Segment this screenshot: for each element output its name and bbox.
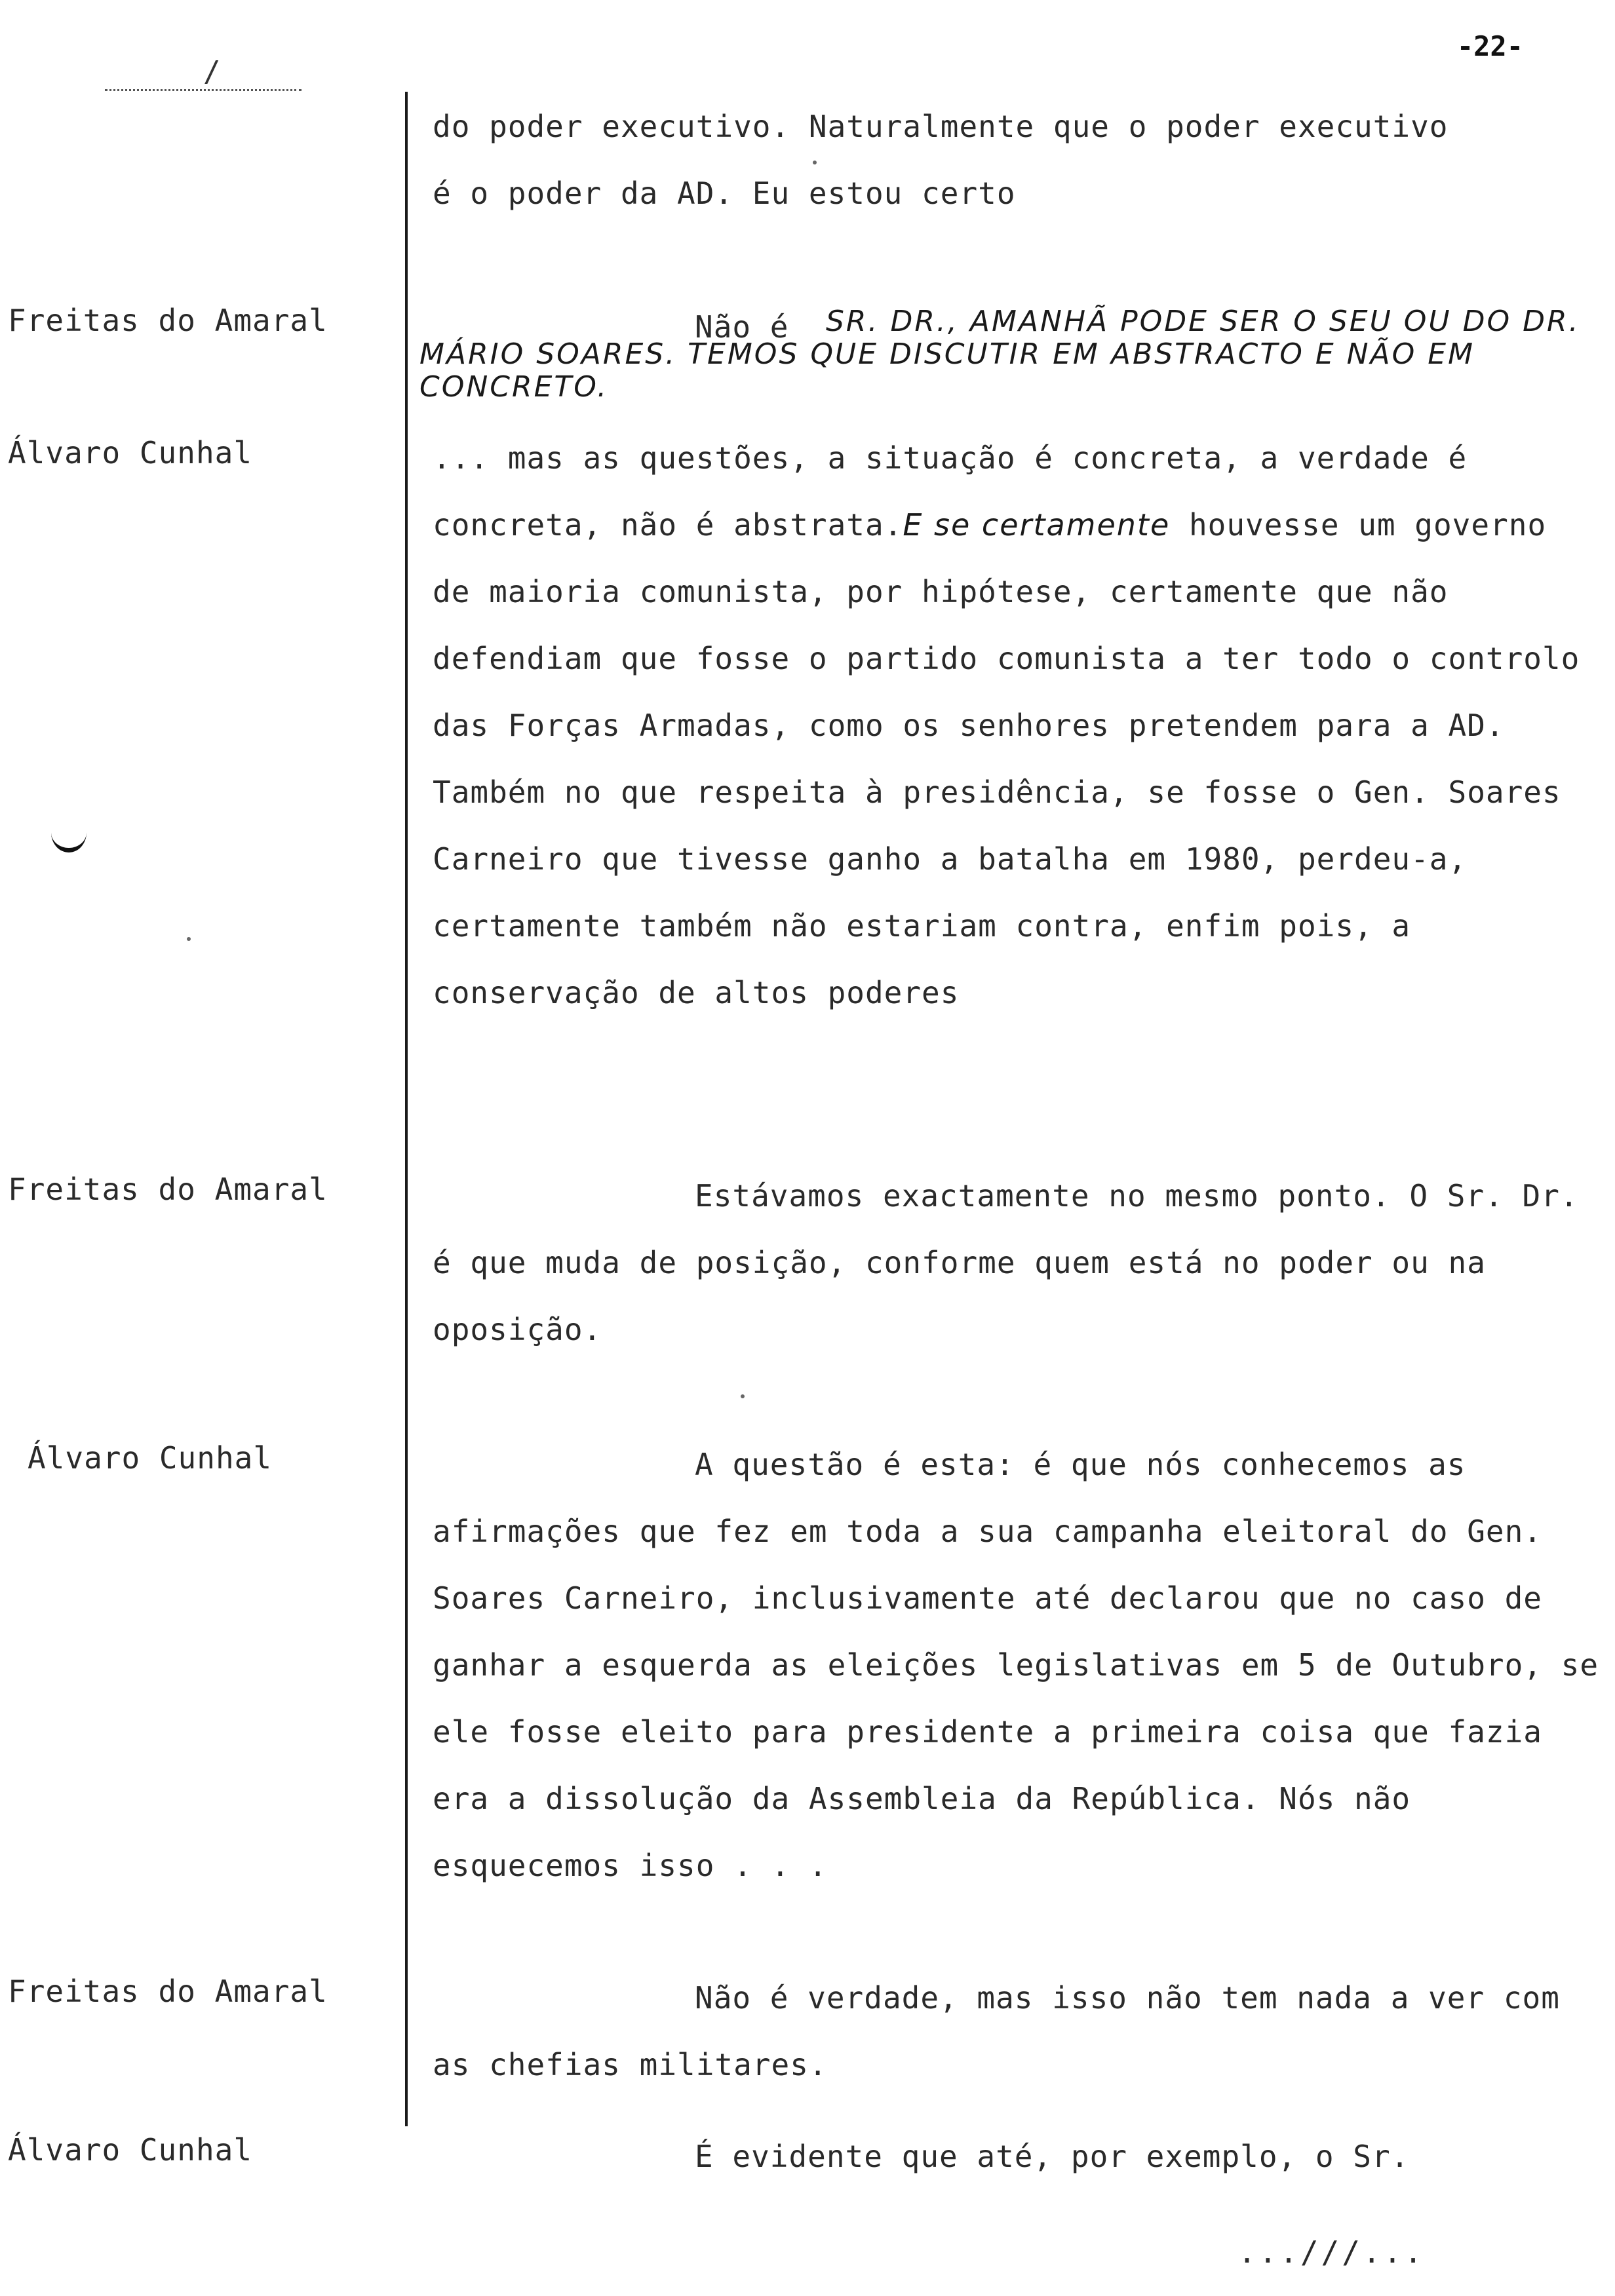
page-number: -22-: [1456, 30, 1523, 62]
speech-block: Não é verdade, mas isso não tem nada a ver com as chefias militares.: [433, 1980, 1560, 2082]
speaker-label: Freitas do Amaral: [8, 303, 328, 338]
speaker-label: Freitas do Amaral: [8, 1172, 328, 1207]
speck: [187, 937, 191, 941]
speck: [741, 1394, 745, 1398]
speaker-label: Álvaro Cunhal: [8, 435, 253, 470]
speech-block: A questão é esta: é que nós conhecemos as afirmações que fez em toda a sua campanha eleitoral do Gen. Soares Carneiro, inclusivamente até declarou que no caso de ganhar a esquerda as eleições legislativas em 5 de Outubro, se ele fosse eleito para presidente a primeira coisa que fazia era a dissolução da Assembleia da República. Nós não esquecemos isso . . .: [433, 1447, 1599, 1883]
speaker-label: Álvaro Cunhal: [8, 2132, 253, 2168]
column-divider: [405, 92, 408, 2126]
handwritten-insert: E se certamente: [903, 507, 1171, 543]
speech-block: Não é: [695, 309, 789, 345]
speaker-label: Álvaro Cunhal: [28, 1440, 273, 1476]
speech-block: ... mas as questões, a situação é concreta, a verdade é concreta, não é abstrata.E se certamente houvesse um governo de maioria comunista, por hipótese, certamente que não defendiam que fosse o partido comunista a ter todo o controlo das Forças Armadas, como os senhores pretendem para a AD. Também no que respeita à presidência, se fosse o Gen. Soares Carneiro que tivesse ganho a batalha em 1980, perdeu-a, certamente também não estariam contra, enfim pois, a conservação de altos poderes: [433, 440, 1580, 1010]
corner-mark: /: [105, 63, 302, 91]
speech-block: do poder executivo. Naturalmente que o poder executivo é o poder da AD. Eu estou certo: [433, 109, 1449, 211]
speech-block: Estávamos exactamente no mesmo ponto. O Sr. Dr. é que muda de posição, conforme quem está no poder ou na oposição.: [433, 1178, 1579, 1347]
speech-block: É evidente que até, por exemplo, o Sr.: [695, 2139, 1410, 2174]
handwritten-annotation: SR. DR., AMANHÃ PODE SER O SEU OU DO DR. MÁRIO SOARES. TEMOS QUE DISCUTIR EM ABSTRACTO E NÃO EM CONCRETO.: [419, 305, 1580, 404]
continuation-mark: ...///...: [1237, 2234, 1425, 2270]
speaker-label: Freitas do Amaral: [8, 1974, 328, 2009]
crescent-mark: [51, 813, 87, 852]
